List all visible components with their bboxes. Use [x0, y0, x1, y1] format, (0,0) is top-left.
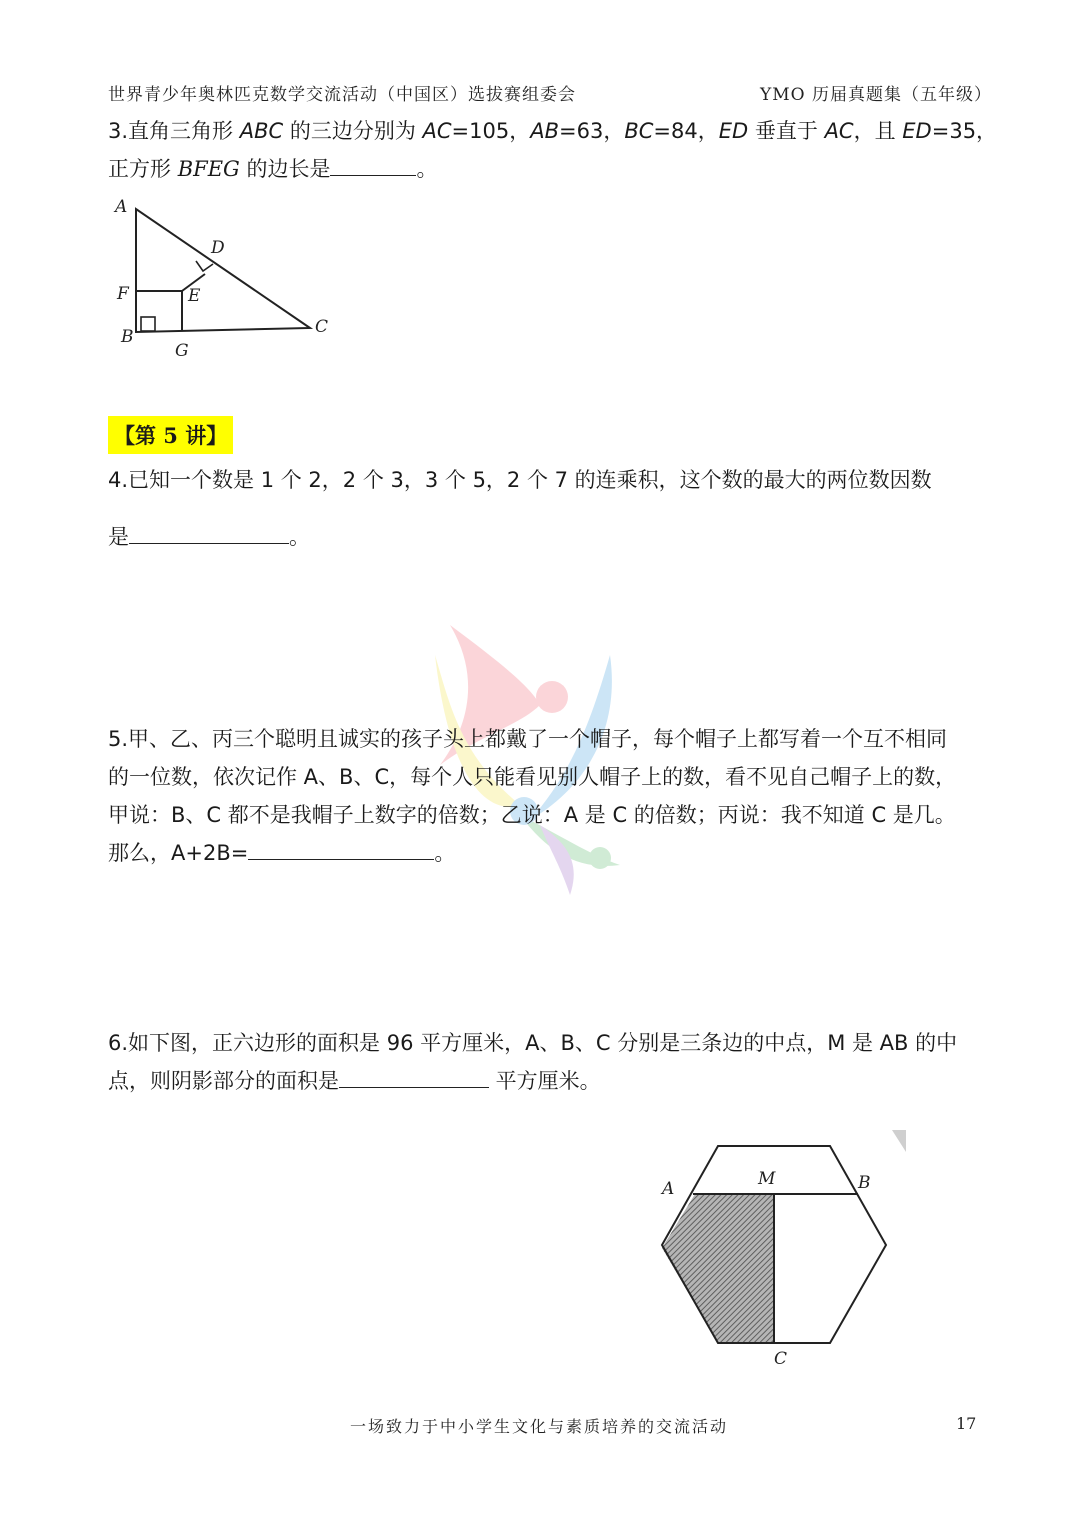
q5-line4: 那么，A+2B= 。 [108, 834, 455, 872]
q6-line2: 点，则阴影部分的面积是 平方厘米。 [108, 1062, 601, 1100]
q6-answer-blank [339, 1065, 489, 1088]
watermark-head-red [536, 681, 568, 713]
header-left: 世界青少年奥林匹克数学交流活动（中国区）选拔赛组委会 [108, 85, 576, 105]
label-b: B [121, 327, 134, 347]
q5-line2: 的一位数，依次记作 A、B、C，每个人只能看见别人帽子上的数，看不见自己帽子上的数， [108, 765, 957, 789]
q5-answer-blank [248, 837, 434, 860]
label-c: C [315, 317, 329, 337]
q3-line1: 3.直角三角形 ABC 的三边分别为 AC=105，AB=63，BC=84，ED 垂直于 AC，且 ED=35， [108, 119, 998, 143]
header-right: YMO 历届真题集（五年级） [760, 85, 992, 105]
q3-line2: 正方形 BFEG 的边长是 。 [108, 150, 437, 188]
q5-line1: 5.甲、乙、丙三个聪明且诚实的孩子头上都戴了一个帽子，每个帽子上都写着一个互不相同 [108, 727, 948, 751]
label-g: G [175, 341, 189, 361]
watermark-head-green [589, 847, 611, 869]
right-angle-d [196, 261, 213, 271]
label-e: E [188, 286, 201, 306]
q5-line3: 甲说：B、C 都不是我帽子上数字的倍数；乙说：A 是 C 的倍数；丙说：我不知道 C 是几。 [108, 803, 956, 827]
q6-hexagon-figure [640, 1128, 910, 1378]
q4-answer-blank [129, 521, 289, 544]
q4-line1: 4.已知一个数是 1 个 2，2 个 3，3 个 5，2 个 7 的连乘积，这个数的最大的两位数因数 [108, 468, 932, 492]
q3-triangle-figure [105, 190, 345, 370]
q4-line2: 是 。 [108, 518, 310, 556]
label-a: A [115, 197, 128, 217]
label-b6: B [858, 1173, 871, 1193]
right-angle-b [141, 317, 155, 331]
footer-slogan: 一场致力于中小学生文化与素质培养的交流活动 [350, 1417, 729, 1436]
triangle-abc [136, 209, 310, 332]
q6-line1: 6.如下图，正六边形的面积是 96 平方厘米，A、B、C 分别是三条边的中点，M 是 AB 的中 [108, 1031, 958, 1055]
label-d: D [211, 238, 225, 258]
scan-corner-mark [892, 1130, 906, 1152]
q3-answer-blank [330, 153, 416, 176]
lecture-tag: 【第 5 讲】 [108, 416, 233, 454]
page-number: 17 [956, 1414, 977, 1433]
label-c6: C [774, 1349, 788, 1369]
label-a6: A [662, 1179, 675, 1199]
label-f: F [117, 284, 129, 304]
label-m: M [758, 1169, 776, 1189]
square-bfeg [136, 291, 182, 331]
